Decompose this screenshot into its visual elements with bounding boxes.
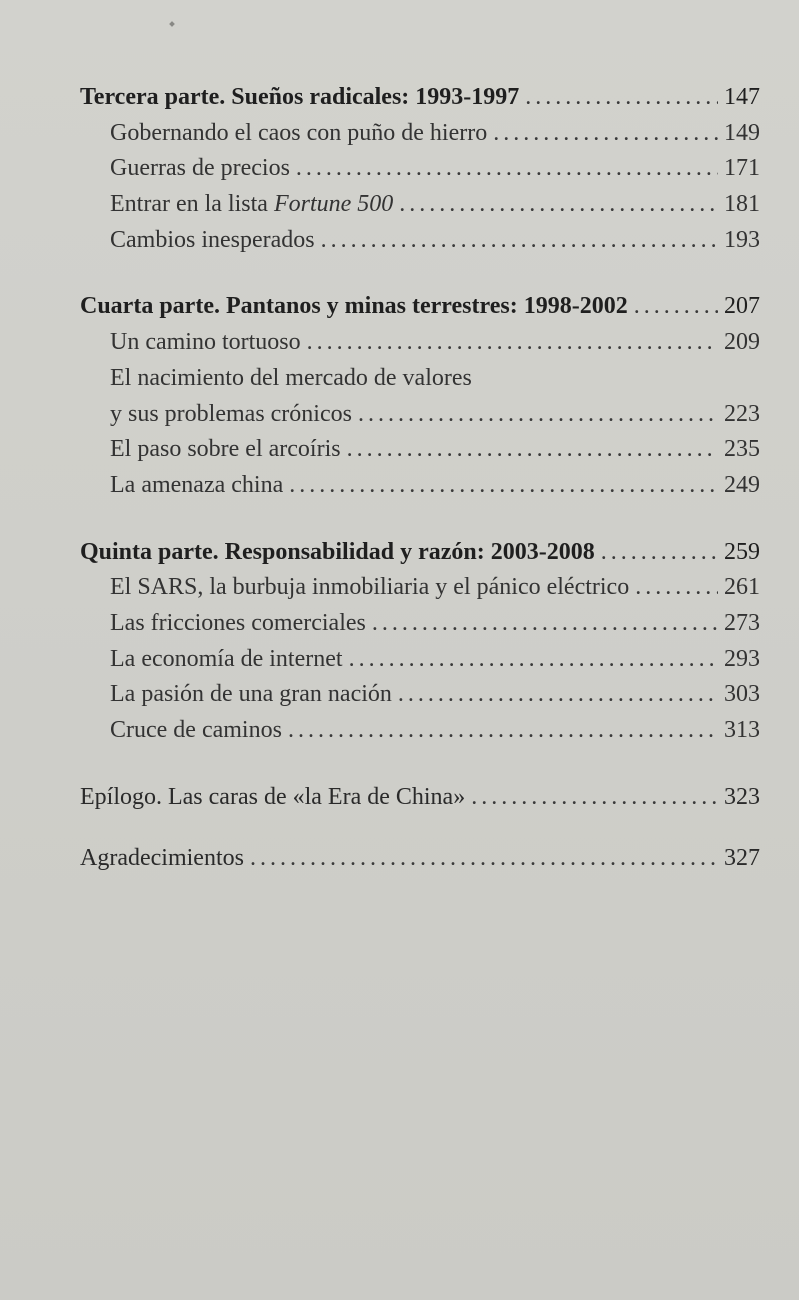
dot-leader: [288, 713, 718, 749]
toc-chapter-entry[interactable]: [80, 151, 760, 187]
chapter-title: Cruce de caminos: [110, 717, 282, 743]
epilogue-title: Epílogo. Las caras de «la Era de China»: [80, 783, 466, 810]
page-number: 261: [724, 574, 760, 601]
chapter-title: La pasión de una gran nación: [110, 681, 392, 708]
page-number: 259: [724, 538, 760, 565]
toc-chapter-entry[interactable]: [80, 116, 760, 152]
toc-section-epilogue: [80, 780, 760, 816]
page-number: 313: [724, 717, 760, 743]
dot-leader: [398, 677, 718, 713]
toc-part-heading[interactable]: [80, 289, 760, 325]
part-title: Tercera parte. Sueños radicales: 1993-1997: [80, 84, 520, 110]
chapter-title: Las fricciones comerciales: [110, 609, 366, 636]
page-number: 323: [724, 783, 760, 810]
toc-chapter-entry[interactable]: [80, 713, 760, 749]
dot-leader: [347, 432, 718, 468]
chapter-title: El SARS, la burbuja inmobiliaria y el pánico eléctrico: [110, 574, 630, 601]
dot-leader: [349, 642, 718, 678]
page-number: 273: [724, 609, 760, 636]
page-number: 223: [724, 400, 760, 427]
page-number: 327: [724, 845, 760, 872]
chapter-title: La amenaza china: [110, 471, 284, 498]
print-mark: [169, 21, 175, 27]
page-number: 209: [724, 329, 760, 356]
dot-leader: [601, 535, 718, 571]
page-number: 181: [724, 191, 760, 218]
dot-leader: [399, 187, 718, 223]
chapter-title: Gobernando el caos con puño de hierro: [110, 119, 488, 146]
chapter-title: Cambios inesperados: [110, 226, 315, 253]
dot-leader: [372, 606, 718, 642]
chapter-title: El paso sobre el arcoíris: [110, 436, 341, 463]
dot-leader: [471, 780, 718, 816]
toc-chapter-entry-line1[interactable]: [80, 361, 760, 397]
chapter-title-prefix: Entrar en la lista: [110, 191, 274, 218]
page-number: 303: [724, 681, 760, 708]
page-number: 207: [724, 293, 760, 320]
page-number: 171: [724, 155, 760, 182]
toc-section-part-4: [80, 289, 760, 503]
toc-part-heading[interactable]: [80, 80, 760, 116]
page-number: 249: [724, 471, 760, 498]
part-title: Cuarta parte. Pantanos y minas terrestres: 1998-2002: [80, 293, 628, 320]
toc-chapter-entry[interactable]: [80, 606, 760, 642]
table-of-contents: [80, 80, 760, 908]
toc-section-acknowledgements: [80, 841, 760, 877]
dot-leader: [296, 151, 718, 187]
chapter-title: La economía de internet: [110, 645, 343, 672]
chapter-title: Un camino tortuoso: [110, 329, 301, 356]
toc-chapter-entry[interactable]: [80, 432, 760, 468]
chapter-title-continued: y sus problemas crónicos: [110, 400, 352, 427]
toc-acknowledgements-entry[interactable]: [80, 841, 760, 877]
dot-leader: [635, 570, 718, 606]
page-number: 293: [724, 645, 760, 672]
chapter-title-italic: Fortune 500: [273, 191, 394, 218]
dot-leader: [289, 468, 718, 504]
chapter-title: Guerras de precios: [110, 155, 290, 182]
page-number: 149: [724, 119, 760, 146]
toc-epilogue-entry[interactable]: [80, 780, 760, 816]
dot-leader: [634, 289, 718, 325]
toc-section-part-3: [80, 80, 760, 258]
chapter-title: [110, 187, 393, 223]
toc-chapter-entry[interactable]: [80, 570, 760, 606]
dot-leader: [307, 325, 718, 361]
dot-leader: [525, 80, 718, 116]
chapter-title: El nacimiento del mercado de valores: [110, 364, 472, 391]
acknowledgements-title: Agradecimientos: [80, 845, 244, 872]
page-number: 193: [724, 226, 760, 253]
toc-chapter-entry[interactable]: [80, 642, 760, 678]
toc-part-heading[interactable]: [80, 535, 760, 571]
page-number: 235: [724, 436, 760, 463]
toc-chapter-entry[interactable]: [80, 223, 760, 259]
page-number: 147: [724, 84, 760, 110]
toc-chapter-entry-line2[interactable]: [80, 397, 760, 433]
toc-chapter-entry[interactable]: [80, 468, 760, 504]
dot-leader: [321, 223, 718, 259]
toc-chapter-entry[interactable]: [80, 187, 760, 223]
dot-leader: [493, 116, 718, 152]
dot-leader: [250, 841, 718, 877]
toc-section-part-5: [80, 535, 760, 749]
part-title: Quinta parte. Responsabilidad y razón: 2003-2008: [80, 538, 595, 565]
toc-chapter-entry[interactable]: [80, 325, 760, 361]
toc-chapter-entry[interactable]: [80, 677, 760, 713]
dot-leader: [358, 397, 718, 433]
